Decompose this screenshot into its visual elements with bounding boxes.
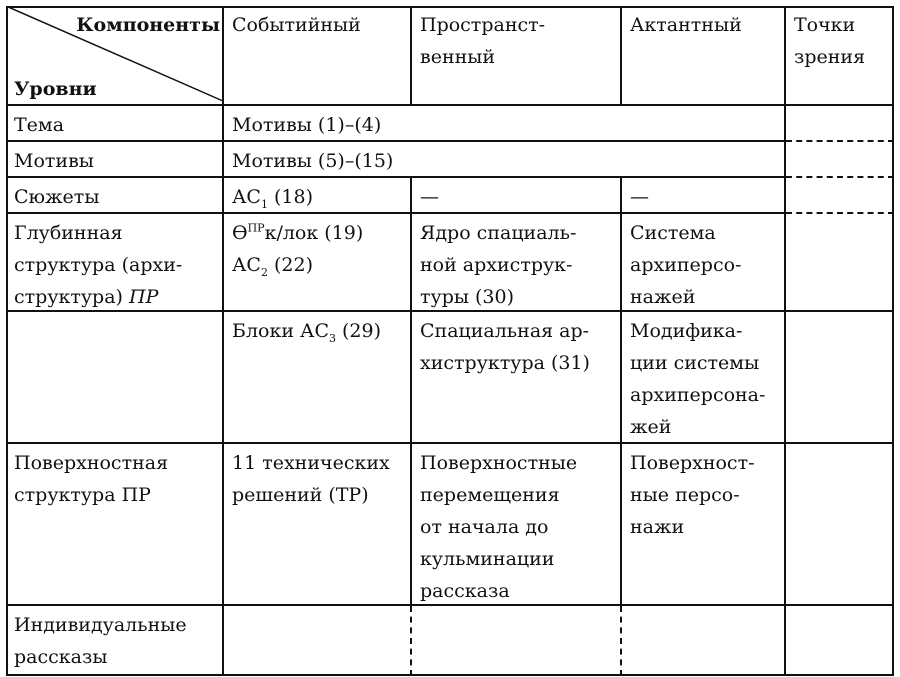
- row-motivy-label: Мотивы: [14, 150, 94, 172]
- row-glubinnaya-actant: Система архиперсо- нажей: [630, 222, 742, 308]
- grid-dash-row3: [786, 212, 894, 214]
- syuzhety-events-main: АС: [232, 186, 261, 208]
- bloki-events-main: Блоки АС: [232, 320, 329, 342]
- grid-line-row2: [6, 176, 786, 178]
- glubinnaya-theta-sup: ПР: [247, 221, 265, 235]
- levels-components-table: [6, 6, 894, 676]
- row-poverkh-events: 11 технических решений (ТР): [232, 452, 390, 506]
- header-col-viewpoints: Точки зрения: [794, 14, 866, 68]
- syuzhety-events-sub: 1: [260, 197, 268, 211]
- grid-vdash-2: [410, 606, 412, 676]
- grid-line-row3: [6, 212, 786, 214]
- grid-line-bottom: [6, 674, 894, 676]
- grid-vline-4: [784, 6, 786, 676]
- row-syuzhety-label: Сюжеты: [14, 186, 100, 208]
- header-col-space: Пространст- венный: [420, 14, 546, 68]
- row-syuzhety-actant: —: [630, 186, 649, 208]
- row-bloki-space: Спациальная ар- хиструктура (31): [420, 320, 590, 374]
- grid-line-row1: [6, 140, 786, 142]
- bloki-events-tail: (29): [335, 320, 382, 342]
- grid-vline-right: [892, 6, 894, 676]
- glubinnaya-ac2-tail: (22): [267, 254, 313, 276]
- grid-dash-row1: [786, 140, 894, 142]
- bloki-events-sub: 3: [328, 331, 336, 345]
- glubinnaya-events-line2: [232, 249, 404, 281]
- grid-vline-3a: [620, 6, 622, 106]
- glubinnaya-events-l1-tail: к/лок (19): [264, 222, 364, 244]
- row-tema-events: Мотивы (1)–(4): [232, 114, 382, 136]
- header-col-actant: Актантный: [630, 14, 742, 36]
- grid-vline-1: [222, 6, 224, 676]
- glubinnaya-label-italic: ПР: [129, 286, 159, 308]
- row-motivy-events: Мотивы (5)–(15): [232, 150, 394, 172]
- row-syuzhety-space: —: [420, 186, 439, 208]
- row-poverkh-actant: Поверхност- ные персо- нажи: [630, 452, 755, 538]
- grid-vline-2a: [410, 6, 412, 106]
- row-poverkh-space: Поверхностные перемещения от начала до кульминации рассказа: [420, 452, 578, 602]
- glubinnaya-ac2-sub: 2: [260, 265, 268, 279]
- glubinnaya-label-text: Глубинная структура (архи- структура): [14, 222, 183, 308]
- row-poverkh-label: Поверхностная структура ПР: [14, 452, 169, 506]
- grid-line-row4: [6, 310, 894, 312]
- glubinnaya-theta: Ө: [232, 222, 248, 244]
- grid-line-row6: [6, 604, 894, 606]
- grid-vdash-3: [620, 606, 622, 676]
- header-components-label: Компоненты: [76, 14, 220, 36]
- grid-line-top: [6, 6, 894, 8]
- grid-line-row5: [6, 442, 894, 444]
- row-glubinnaya-space: Ядро спациаль- ной архиструк- туры (30): [420, 222, 577, 308]
- syuzhety-events-tail: (18): [267, 186, 313, 208]
- header-col-events: Событийный: [232, 14, 361, 36]
- row-bloki-actant: Модифика- ции системы архиперсона- жей: [630, 320, 766, 438]
- grid-vline-3b: [620, 176, 622, 606]
- row-tema-label: Тема: [14, 114, 65, 136]
- glubinnaya-events-line1: [232, 217, 404, 249]
- glubinnaya-ac2-main: АС: [232, 254, 261, 276]
- row-syuzhety-events: [224, 178, 412, 213]
- grid-vline-2b: [410, 176, 412, 606]
- row-glubinnaya-events: [224, 214, 412, 281]
- grid-vline-left: [6, 6, 8, 676]
- row-indiv-label: Индивидуальные рассказы: [14, 614, 187, 668]
- row-bloki-events: [224, 312, 412, 347]
- grid-line-header-bottom: [6, 104, 894, 106]
- header-levels-label: Уровни: [14, 78, 97, 100]
- row-glubinnaya-label: [6, 214, 224, 313]
- grid-dash-row2: [786, 176, 894, 178]
